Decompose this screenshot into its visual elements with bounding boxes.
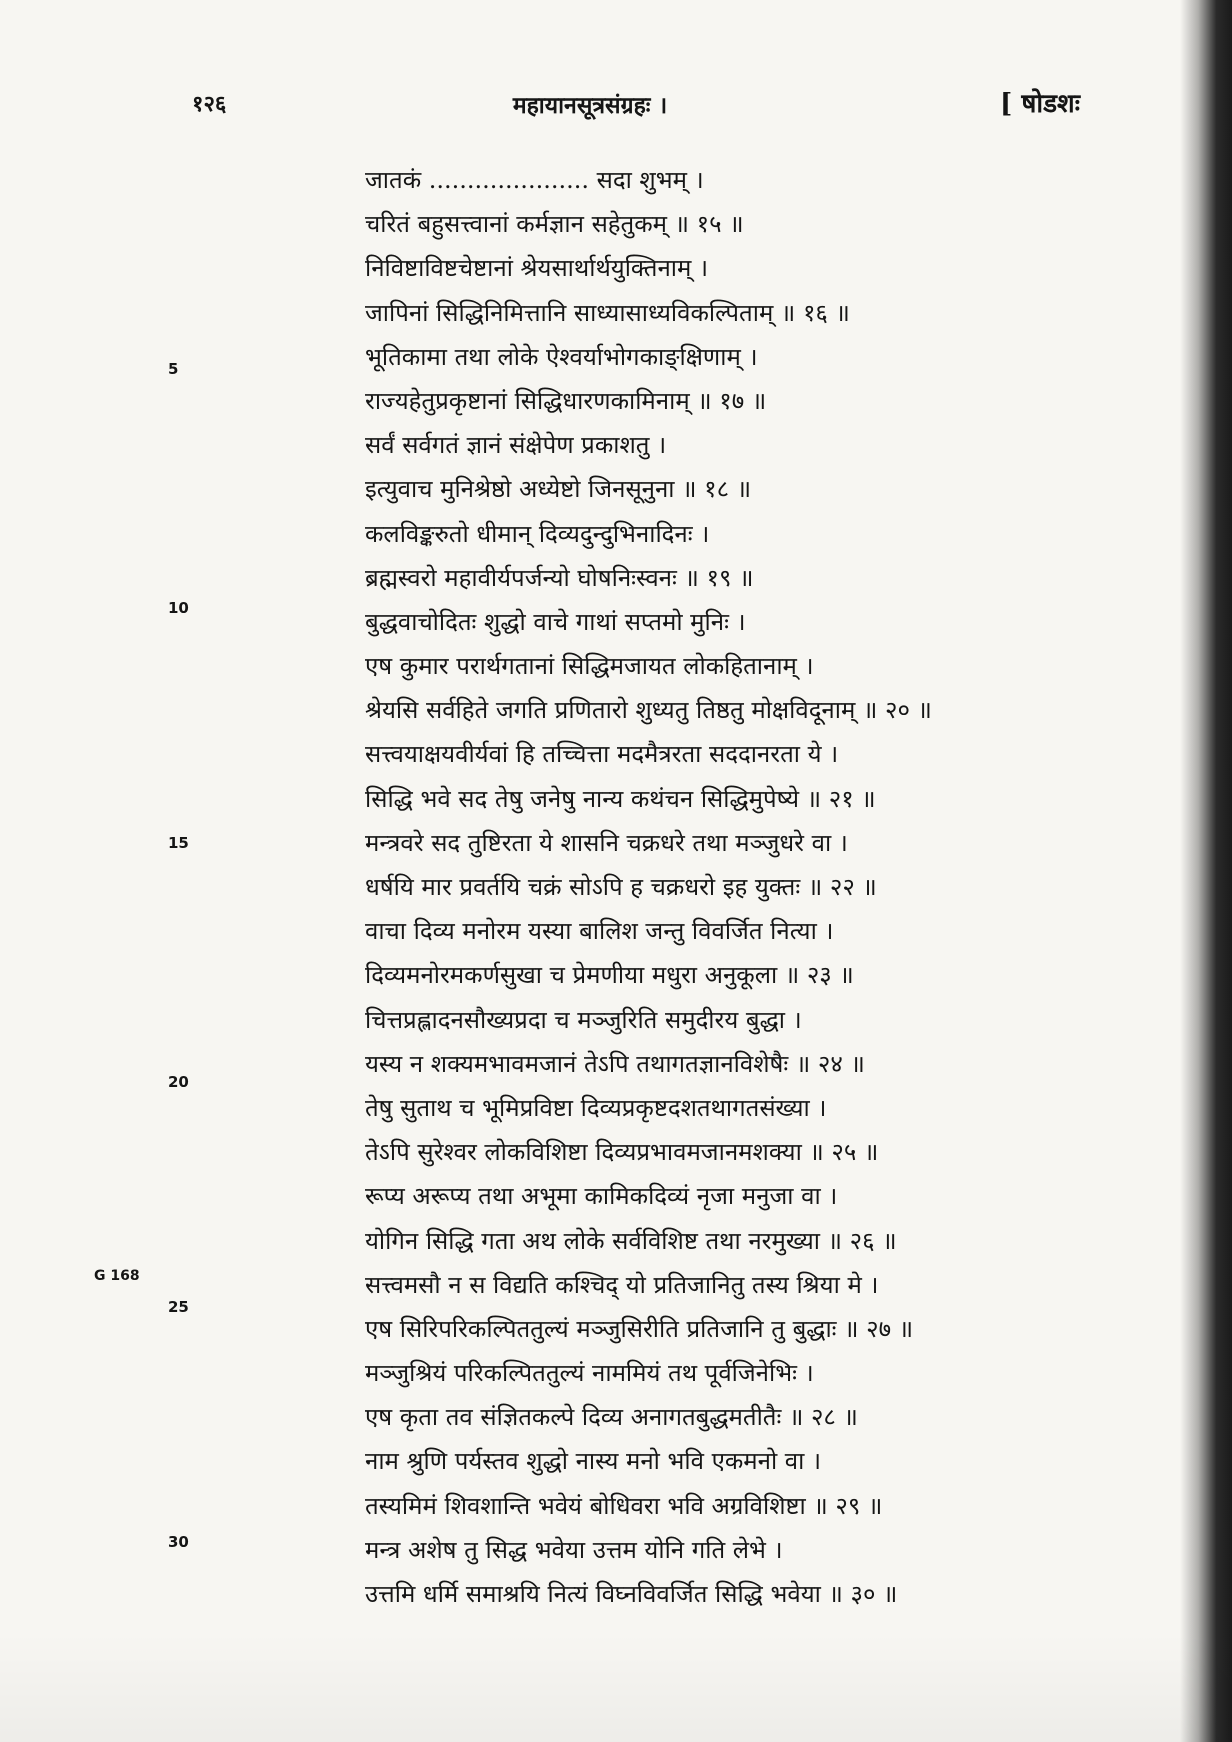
verse-line: एष कृता तव संज्ञितकल्पे दिव्य अनागतबुद्धमतीतैः ॥ २८ ॥ bbox=[365, 1403, 858, 1432]
verse-line: तेऽपि सुरेश्वर लोकविशिष्टा दिव्यप्रभावमजानमशक्या ॥ २५ ॥ bbox=[365, 1138, 879, 1167]
verse-line: बुद्धवाचोदितः शुद्धो वाचे गाथां सप्तमो मुनिः । bbox=[365, 607, 746, 636]
verse-line: धर्षयि मार प्रवर्तयि चक्रं सोऽपि ह चक्रधरो इह युक्तः ॥ २२ ॥ bbox=[365, 873, 877, 901]
verse-line: निविष्टाविष्टचेष्टानां श्रेयसार्थार्थयुक्तिनाम् । bbox=[365, 254, 709, 283]
verse-line: एष कुमार परार्थगतानां सिद्धिमजायत लोकहितानाम् । bbox=[365, 652, 814, 681]
verse-line: एष सिरिपरिकल्पिततुल्यं मञ्जुसिरीति प्रतिजानि तु बुद्धाः ॥ २७ ॥ bbox=[365, 1314, 914, 1343]
line-number: 20 bbox=[168, 1073, 189, 1091]
line-number: 15 bbox=[168, 834, 189, 852]
verse-line: ब्रह्मस्वरो महावीर्यपर्जन्यो घोषनिःस्वनः ॥ १९ ॥ bbox=[365, 563, 754, 592]
verse-line: दिव्यमनोरमकर्णसुखा च प्रेमणीया मधुरा अनुकूला ॥ २३ ॥ bbox=[365, 961, 854, 990]
marginal-reference: G 168 bbox=[94, 1268, 140, 1284]
verse-line: भूतिकामा तथा लोके ऐश्वर्याभोगकाङ्क्षिणाम् । bbox=[365, 342, 758, 371]
verse-line: जापिनां सिद्धिनिमित्तानि साध्यासाध्यविकल्पिताम् ॥ १६ ॥ bbox=[365, 298, 850, 327]
verse-line: इत्युवाच मुनिश्रेष्ठो अध्येष्टो जिनसूनुना ॥ १८ ॥ bbox=[365, 475, 752, 504]
verse-line: श्रेयसि सर्वहिते जगति प्रणितारो शुध्यतु तिष्ठतु मोक्षविदूनाम् ॥ २० ॥ bbox=[365, 696, 932, 725]
verse-line: मन्त्र अशेष तु सिद्ध भवेया उत्तम योनि गति लेभे । bbox=[365, 1535, 783, 1564]
page-number: १२६ bbox=[192, 91, 227, 117]
line-number: 30 bbox=[168, 1533, 189, 1551]
verse-block bbox=[365, 158, 1145, 1616]
line-number: 10 bbox=[168, 599, 189, 617]
verse-line: मञ्जुश्रियं परिकल्पिततुल्यं नाममियं तथ पूर्वजिनेभिः । bbox=[365, 1359, 814, 1388]
verse-line: उत्तमि धर्मि समाश्रयि नित्यं विघ्नविवर्जित सिद्धि भवेया ॥ ३० ॥ bbox=[365, 1580, 898, 1608]
verse-line: रूप्य अरूप्य तथा अभूमा कामिकदिव्यं नृजा मनुजा वा । bbox=[365, 1182, 838, 1211]
verse-line: वाचा दिव्य मनोरम यस्या बालिश जन्तु विवर्जित नित्या । bbox=[365, 917, 834, 946]
page-header bbox=[0, 88, 1180, 128]
scan-shading bbox=[0, 1632, 1232, 1742]
running-title: महायानसूत्रसंग्रहः । bbox=[512, 92, 668, 119]
verse-line: सत्त्वयाक्षयवीर्यवां हि तच्चित्ता मदमैत्ररता सददानरता ये । bbox=[365, 740, 839, 769]
book-binding-shadow bbox=[1180, 0, 1232, 1742]
verse-line: सत्त्वमसौ न स विद्यति कश्चिद् यो प्रतिजानितु तस्य श्रिया मे । bbox=[365, 1270, 879, 1299]
verse-line: यस्य न शक्यमभावमजानं तेऽपि तथागतज्ञानविशेषैः ॥ २४ ॥ bbox=[365, 1049, 865, 1078]
verse-line: सिद्धि भवे सद तेषु जनेषु नान्य कथंचन सिद्धिमुपेष्ये ॥ २१ ॥ bbox=[365, 784, 876, 813]
verse-line: तस्यमिमं शिवशान्ति भवेयं बोधिवरा भवि अग्रविशिष्टा ॥ २९ ॥ bbox=[365, 1491, 883, 1520]
verse-line: नाम श्रुणि पर्यस्तव शुद्धो नास्य मनो भवि एकमनो वा । bbox=[365, 1447, 822, 1476]
verse-line: योगिन सिद्धि गता अथ लोके सर्वविशिष्ट तथा नरमुख्या ॥ २६ ॥ bbox=[365, 1226, 897, 1255]
verse-line: चरितं बहुसत्त्वानां कर्मज्ञान सहेतुकम् ॥ १५ ॥ bbox=[365, 210, 744, 239]
verse-line: तेषु सुताथ च भूमिप्रविष्टा दिव्यप्रकृष्टदशतथागतसंख्या । bbox=[365, 1093, 827, 1122]
line-number: 5 bbox=[168, 360, 179, 378]
verse-line: मन्त्रवरे सद तुष्टिरता ये शासनि चक्रधरे तथा मञ्जुधरे वा । bbox=[365, 828, 848, 857]
verse-line: सर्वं सर्वगतं ज्ञानं संक्षेपेण प्रकाशतु । bbox=[365, 431, 667, 460]
verse-line: जातकं ..................... सदा शुभम् । bbox=[365, 166, 704, 194]
verse-line: कलविङ्करुतो धीमान् दिव्यदुन्दुभिनादिनः । bbox=[365, 519, 710, 548]
section-name: [ षोडशः bbox=[1000, 89, 1080, 119]
verse-line: चित्तप्रह्लादनसौख्यप्रदा च मञ्जुरिति समुदीरय बुद्धा । bbox=[365, 1005, 802, 1034]
verse-line: राज्यहेतुप्रकृष्टानां सिद्धिधारणकामिनाम् ॥ १७ ॥ bbox=[365, 386, 767, 415]
line-number: 25 bbox=[168, 1298, 189, 1316]
